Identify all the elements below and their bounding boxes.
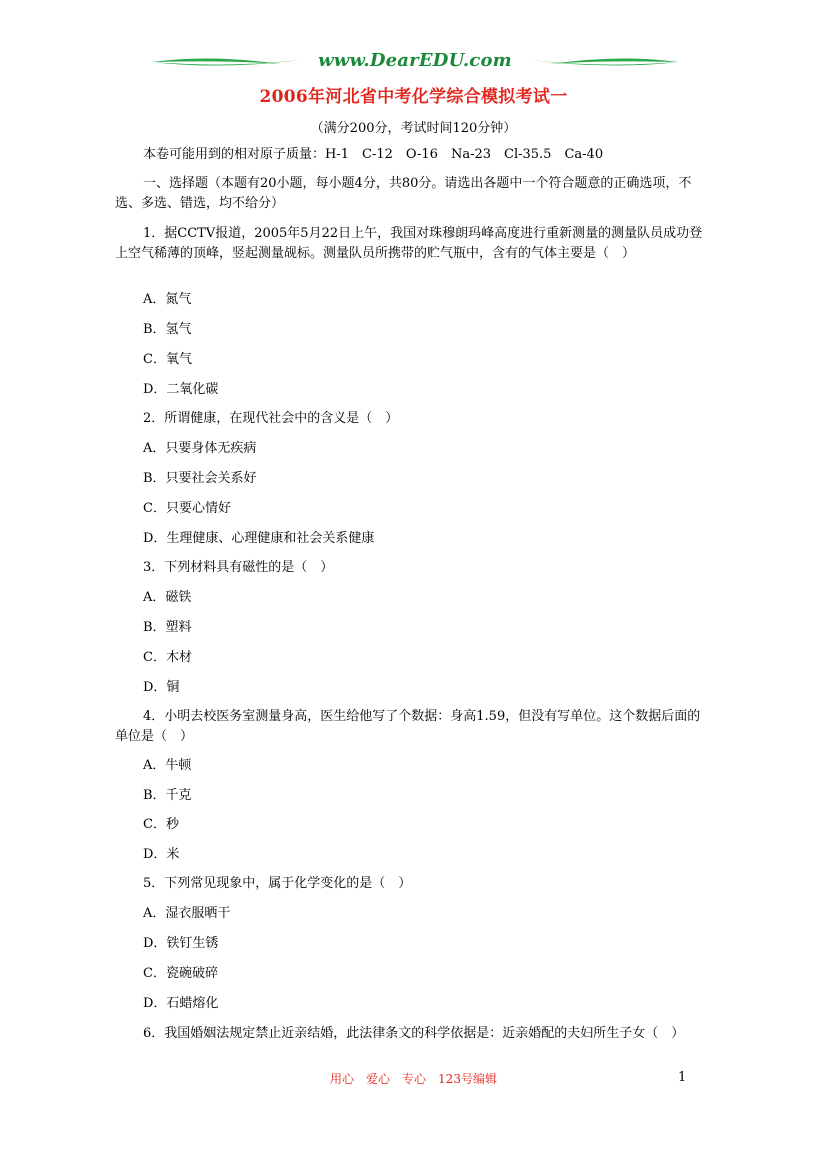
question-stem: 4．小明去校医务室测量身高，医生给他写了个数据：身高1.59，但没有写单位。这个数据后面的单位是（ ）: [115, 709, 701, 744]
page-title: 2006年河北省中考化学综合模拟考试一: [259, 87, 568, 107]
question-stem: 1．据CCTV报道，2005年5月22日上午，我国对珠穆朗玛峰高度进行重新测量的测量队员成功登上空气稀薄的顶峰，竖起测量觇标。测量队员所携带的贮气瓶中，含有的气体主要是（ ）: [115, 226, 703, 261]
page-footer: 用心 爱心 专心 123号编辑: [330, 1072, 497, 1086]
option: C．只要心情好: [143, 501, 231, 516]
option: D．铁钉生锈: [143, 936, 219, 951]
option: D．铜: [143, 680, 180, 695]
option: A．湿衣服晒干: [143, 906, 231, 921]
option: B．氢气: [143, 322, 192, 337]
option: A．氮气: [143, 292, 192, 307]
question-stem: 5．下列常见现象中，属于化学变化的是（ ）: [143, 876, 412, 891]
option: C．秒: [143, 817, 179, 832]
question-stem: 6．我国婚姻法规定禁止近亲结婚，此法律条文的科学依据是：近亲婚配的夫妇所生子女（ ）: [143, 1026, 685, 1041]
option: C．木材: [143, 650, 192, 665]
option: D．石蜡熔化: [143, 996, 219, 1011]
option: D．米: [143, 847, 180, 862]
option: C．瓷碗破碎: [143, 966, 218, 981]
page-number: 1: [678, 1070, 687, 1085]
option: A．牛顿: [143, 758, 192, 773]
site-banner: [150, 48, 680, 78]
page-subtitle: （满分200分，考试时间120分钟）: [310, 121, 517, 136]
option: C．氧气: [143, 352, 192, 367]
option: D．生理健康、心理健康和社会关系健康: [143, 531, 375, 546]
question-stem: 2．所谓健康，在现代社会中的含义是（ ）: [143, 411, 399, 426]
option: B．塑料: [143, 620, 192, 635]
question-stem: 3．下列材料具有磁性的是（ ）: [143, 560, 334, 575]
section-heading: 一、选择题（本题有20小题，每小题4分，共80分。请选出各题中一个符合题意的正确选项，不选、多选、错选，均不给分）: [115, 176, 692, 211]
option: D．二氧化碳: [143, 382, 219, 397]
option: A．只要身体无疾病: [143, 441, 257, 456]
option: B．只要社会关系好: [143, 471, 257, 486]
atomic-masses: 本卷可能用到的相对原子质量：H-1 C-12 O-16 Na-23 Cl-35.5 Ca-40: [143, 147, 604, 162]
option: B．千克: [143, 788, 192, 803]
option: A．磁铁: [143, 590, 192, 605]
banner-text: www.DearEDU.com: [318, 50, 512, 71]
